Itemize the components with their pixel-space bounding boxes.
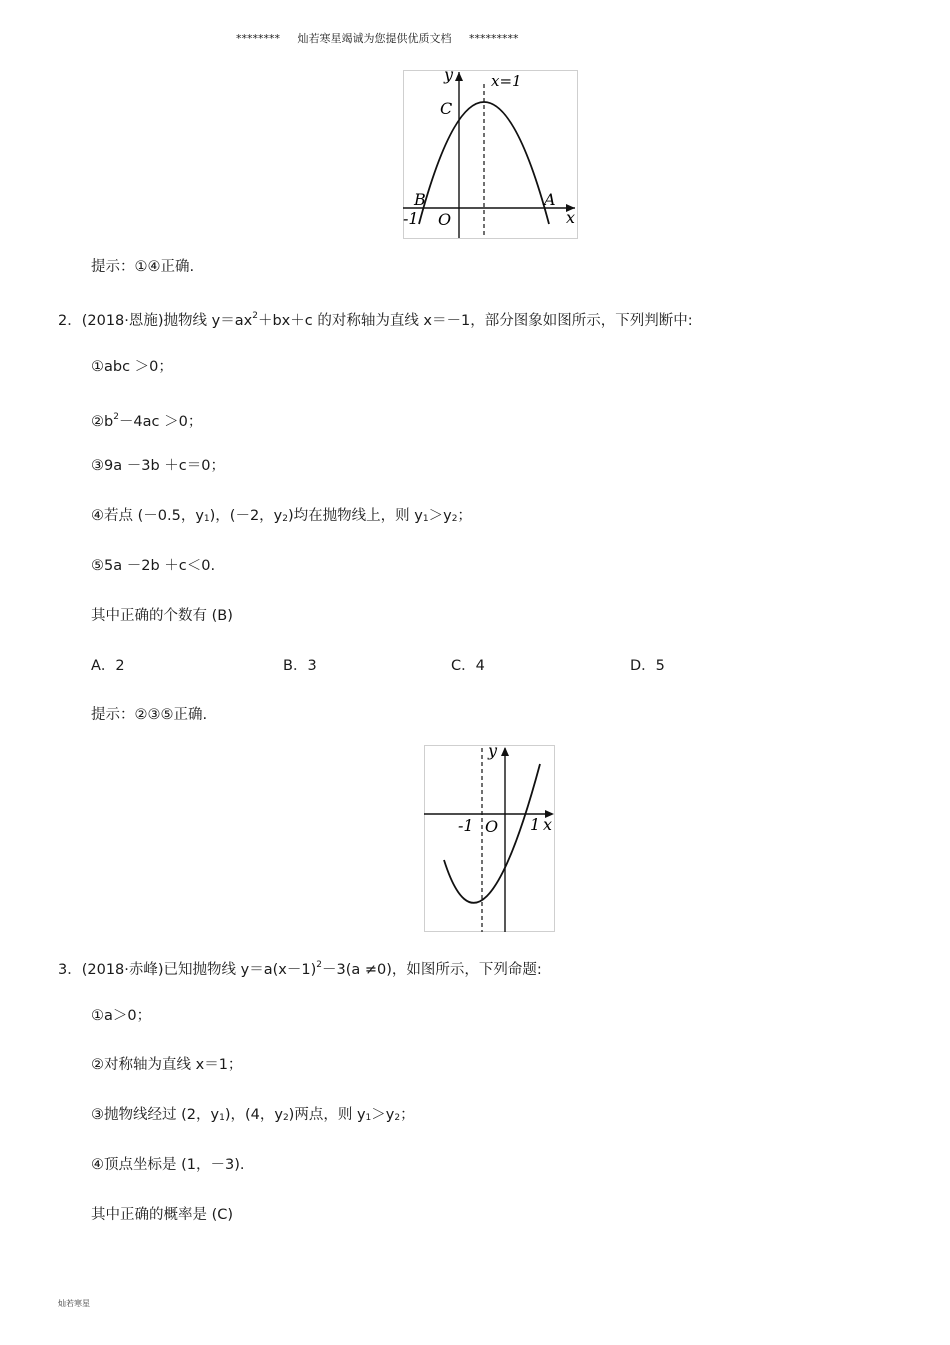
q2-s4-e: ；	[457, 508, 472, 524]
q3-statement-4: ④顶点坐标是 (1，－3).	[91, 1157, 245, 1173]
q2-option-d: D．5	[630, 658, 665, 674]
figure-2-origin: O	[485, 817, 499, 836]
figure-1-frame	[404, 71, 578, 239]
q2-statement-3: ③9a －3b ＋c＝0；	[91, 458, 225, 474]
figure-1-x-label: x	[566, 208, 576, 227]
q3-statement-3	[91, 1105, 415, 1128]
q2-stem-part-a: 2．(2018·恩施)抛物线 y＝ax	[58, 313, 253, 329]
q3-s3-e: ；	[400, 1107, 415, 1123]
q2-count-question: 其中正确的个数有 (B)	[91, 608, 233, 624]
figure-2-y-label: y	[488, 744, 498, 760]
q3-stem	[58, 955, 542, 980]
hint-1: 提示：①④正确.	[91, 259, 195, 275]
q2-s2-b: －4ac ＞0；	[118, 414, 203, 430]
page-footer: 灿若寒星	[58, 1299, 90, 1308]
figure-2-y-arrow-icon	[501, 747, 509, 756]
figure-1-symmetry-label: x=1	[491, 72, 522, 90]
q2-s4-a: ④若点 (－0.5，y	[91, 508, 204, 524]
header-stars-right: *********	[469, 32, 519, 45]
q2-option-b: B．3	[283, 658, 317, 674]
q2-s4-sub2: 2	[282, 514, 288, 524]
figure-2-neg-one: -1	[458, 816, 474, 835]
q3-stem-part-b: －3(a ≠0)，如图所示，下列命题:	[321, 962, 542, 978]
q3-statement-1: ①a＞0；	[91, 1008, 152, 1024]
header-stars-left: ********	[236, 32, 280, 45]
q2-s4-c: )均在抛物线上，则 y	[288, 508, 423, 524]
q2-stem-sup: 2	[252, 311, 258, 321]
q3-probability-question: 其中正确的概率是 (C)	[91, 1207, 234, 1223]
q2-statement-1: ①abc ＞0；	[91, 359, 173, 375]
figure-2-parabola	[424, 744, 556, 934]
figure-2-frame	[425, 746, 555, 932]
q3-s3-sub4: 2	[394, 1113, 401, 1123]
figure-1-y-label: y	[444, 68, 454, 84]
q3-stem-sup: 2	[316, 960, 322, 970]
q3-s3-d: ＞y	[371, 1107, 395, 1123]
q3-s3-sub3: 1	[365, 1113, 372, 1123]
figure-1-point-b: B	[414, 190, 426, 209]
q3-statement-2: ②对称轴为直线 x＝1；	[91, 1057, 243, 1073]
q2-statement-2	[91, 407, 202, 432]
q2-stem-part-b: ＋bx＋c 的对称轴为直线 x＝－1，部分图象如图所示，下列判断中:	[257, 313, 693, 329]
q2-option-a: A．2	[91, 658, 125, 674]
q2-statement-5: ⑤5a －2b ＋c＜0.	[91, 558, 216, 574]
q2-option-c: C．4	[451, 658, 485, 674]
q2-s2-a: ②b	[91, 414, 114, 430]
q3-s3-sub2: 2	[282, 1113, 289, 1123]
q3-s3-sub1: 1	[219, 1113, 225, 1123]
figure-2-x-label: x	[543, 815, 553, 834]
figure-2-one: 1	[530, 815, 541, 834]
figure-1-origin: O	[438, 210, 452, 229]
q2-hint: 提示：②③⑤正确.	[91, 707, 208, 723]
header-title: 灿若寒星竭诚为您提供优质文档	[297, 32, 452, 45]
q3-s3-b: )，(4，y	[224, 1107, 283, 1123]
q3-s3-c: )两点，则 y	[288, 1107, 366, 1123]
q2-s4-sub1: 1	[203, 514, 210, 524]
q3-stem-part-a: 3．(2018·赤峰)已知抛物线 y＝a(x－1)	[58, 962, 317, 978]
q2-s4-sub4: 2	[451, 514, 458, 524]
figure-1-y-arrow-icon	[455, 72, 463, 81]
q2-s2-sup: 2	[113, 412, 119, 422]
figure-1-neg-one: -1	[403, 209, 419, 228]
q2-statement-4	[91, 506, 472, 529]
q2-s4-d: ＞y	[428, 508, 452, 524]
page-header	[236, 30, 519, 46]
figure-1-parabola	[403, 68, 579, 240]
q2-s4-b: )，(－2，y	[209, 508, 283, 524]
q3-s3-a: ③抛物线经过 (2，y	[91, 1107, 220, 1123]
q2-s4-sub3: 1	[422, 514, 429, 524]
q2-stem	[58, 306, 693, 331]
figure-1-point-c: C	[440, 99, 453, 118]
figure-1-point-a: A	[544, 190, 556, 209]
